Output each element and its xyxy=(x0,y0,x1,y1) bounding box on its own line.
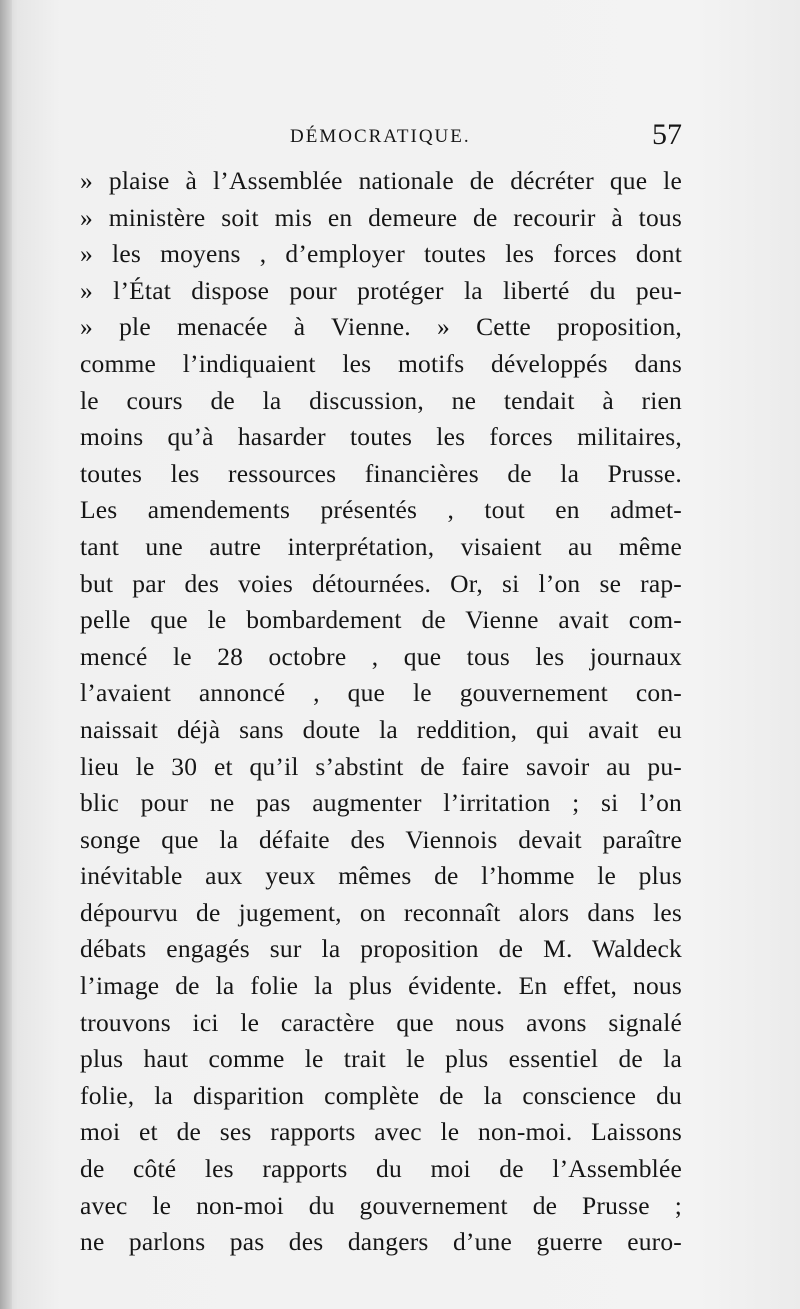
text-line: pelle que le bombardement de Vienne avait com- xyxy=(80,605,682,635)
text-line: » l’État dispose pour protéger la liberté du peu- xyxy=(80,275,682,305)
text-line: naissait déjà sans doute la reddition, qui avait eu xyxy=(80,714,682,744)
text-line: dépourvu de jugement, on reconnaît alors dans les xyxy=(80,897,682,927)
text-line: moins qu’à hasarder toutes les forces militaires, xyxy=(80,422,682,452)
text-line: » ministère soit mis en demeure de recourir à tous xyxy=(80,202,682,232)
text-line: » plaise à l’Assemblée nationale de décréter que le xyxy=(80,166,682,195)
text-line: » ple menacée à Vienne. » Cette proposition, xyxy=(80,312,682,342)
page-number: 57 xyxy=(652,118,682,151)
text-line: le cours de la discussion, ne tendait à rien xyxy=(80,385,682,415)
running-title: DÉMOCRATIQUE. xyxy=(290,126,471,147)
text-line: plus haut comme le trait le plus essentiel de la xyxy=(80,1044,682,1074)
text-line: inévitable aux yeux mêmes de l’homme le plus xyxy=(80,861,682,891)
text-line: l’avaient annoncé , que le gouvernement con- xyxy=(80,678,682,708)
text-line: l’image de la folie la plus évidente. En effet, nous xyxy=(80,971,682,1001)
body-text xyxy=(80,163,682,1261)
text-line: folie, la disparition complète de la conscience du xyxy=(80,1080,682,1110)
text-line: tant une autre interprétation, visaient au même xyxy=(80,531,682,561)
text-line: mencé le 28 octobre , que tous les journaux xyxy=(80,641,682,671)
text-line: de côté les rapports du moi de l’Assemblée xyxy=(80,1154,682,1184)
text-line: toutes les ressources financières de la Prusse. xyxy=(80,458,682,488)
text-line: » les moyens , d’employer toutes les forces dont xyxy=(80,239,682,269)
page-header xyxy=(80,118,680,158)
text-line: Les amendements présentés , tout en admet- xyxy=(80,495,682,525)
text-line: débats engagés sur la proposition de M. Waldeck xyxy=(80,934,682,964)
page-gutter-shadow xyxy=(0,0,12,1309)
text-line: comme l’indiquaient les motifs développés dans xyxy=(80,348,682,378)
text-line: lieu le 30 et qu’il s’abstint de faire savoir au pu- xyxy=(80,751,682,781)
text-line: but par des voies détournées. Or, si l’on se rap- xyxy=(80,568,682,598)
text-line: songe que la défaite des Viennois devait paraître xyxy=(80,824,682,854)
text-line: trouvons ici le caractère que nous avons signalé xyxy=(80,1007,682,1037)
text-line: avec le non-moi du gouvernement de Prusse ; xyxy=(80,1190,682,1220)
text-line: moi et de ses rapports avec le non-moi. Laissons xyxy=(80,1117,682,1147)
text-line: blic pour ne pas augmenter l’irritation ; si l’on xyxy=(80,788,682,818)
text-line: ne parlons pas des dangers d’une guerre euro- xyxy=(80,1227,682,1257)
